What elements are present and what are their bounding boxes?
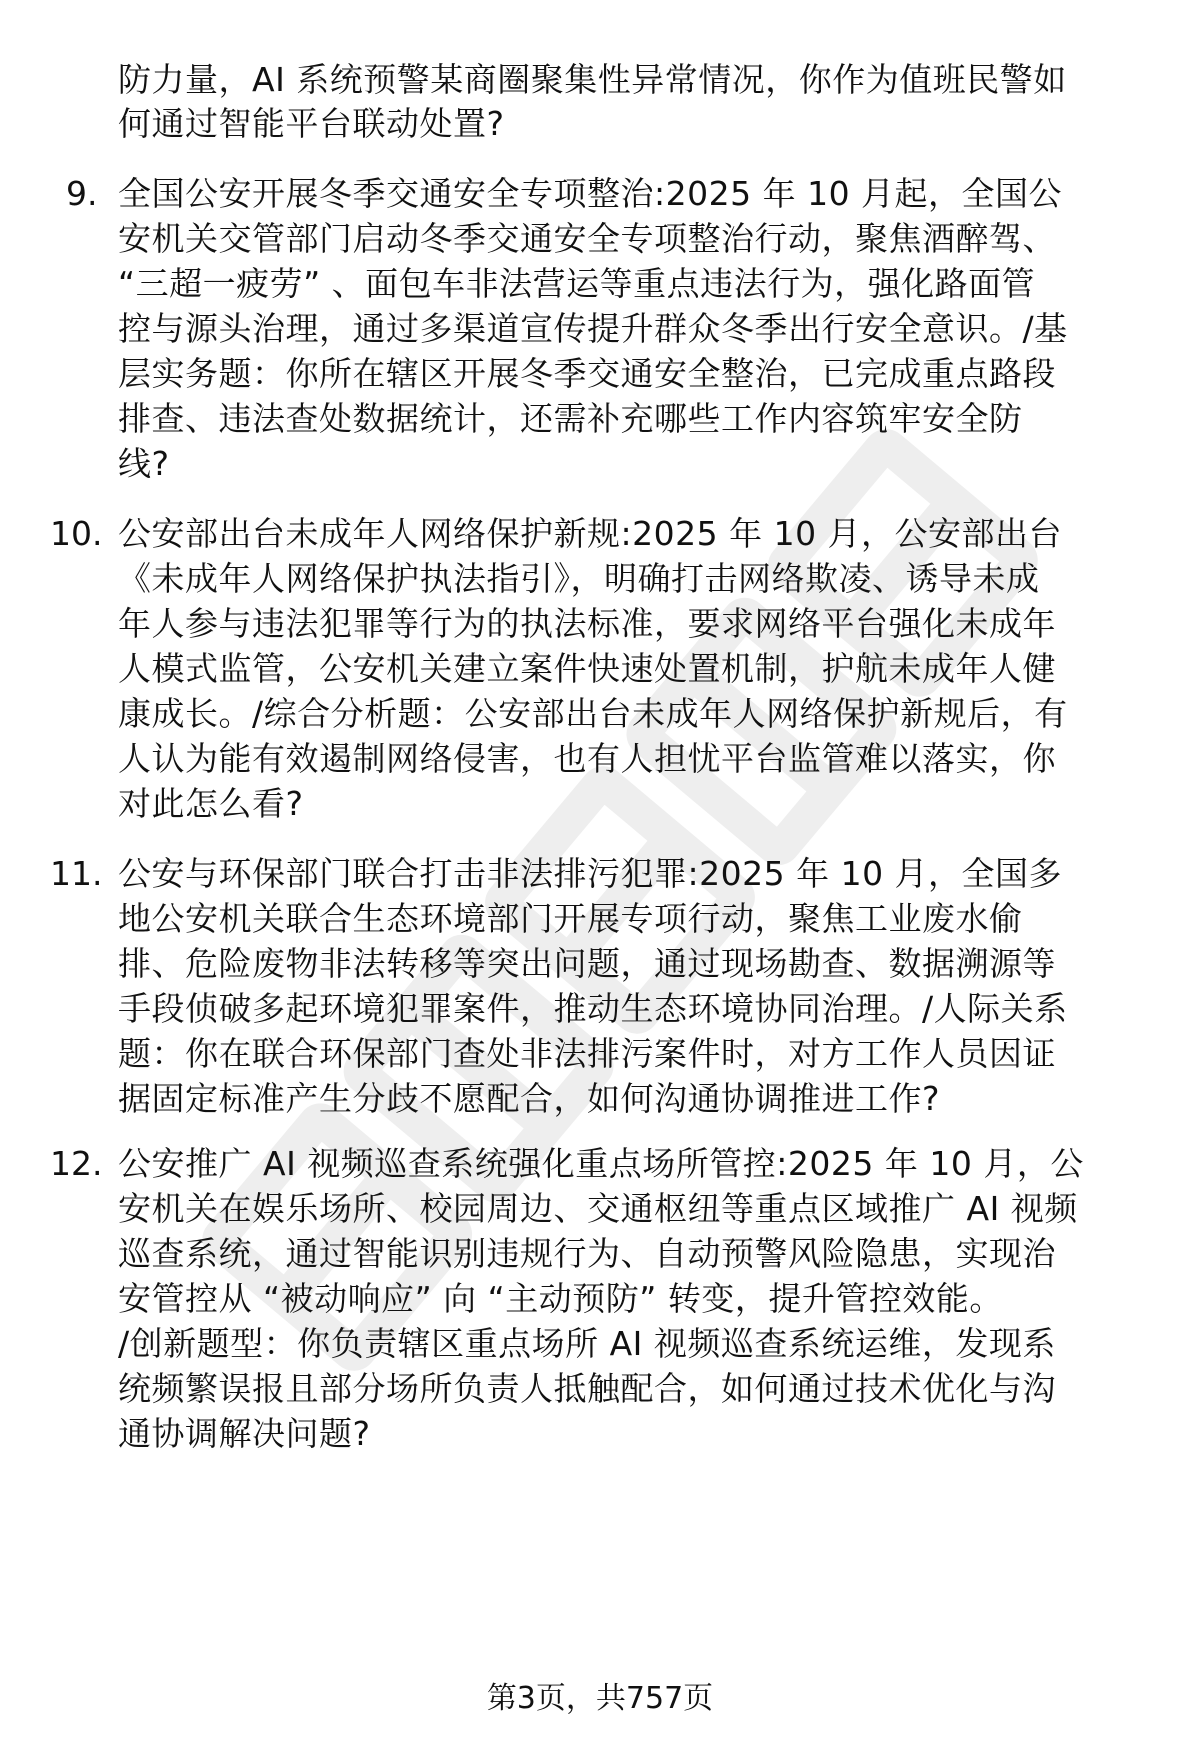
item-line: 地公安机关联合生态环境部门开展专项行动，聚焦工业废水偷 (118, 899, 1023, 938)
item-line: 《未成年人网络保护执法指引》，明确打击网络欺凌、诱导未成 (118, 559, 1040, 598)
item-line: 人模式监管，公安机关建立案件快速处置机制，护航未成年人健 (118, 649, 1056, 688)
item-number: 10. (50, 514, 103, 553)
intro-line: 防力量，AI 系统预警某商圈聚集性异常情况，你作为值班民警如 (118, 60, 1067, 99)
item-line: 对此怎么看? (118, 784, 304, 823)
item-number: 11. (50, 854, 103, 893)
item-number: 9. (66, 174, 98, 213)
item-line: 全国公安开展冬季交通安全专项整治:2025 年 10 月起，全国公 (118, 174, 1063, 213)
item-line: 安管控从 “被动响应” 向 “主动预防” 转变，提升管控效能。 (118, 1279, 1003, 1318)
item-line: 康成长。/综合分析题：公安部出台未成年人网络保护新规后，有 (118, 694, 1068, 733)
item-line: 安机关在娱乐场所、校园周边、交通枢纽等重点区域推广 AI 视频 (118, 1189, 1078, 1228)
item-number: 12. (50, 1144, 103, 1183)
item-line: 线? (118, 444, 170, 483)
item-line: 公安部出台未成年人网络保护新规:2025 年 10 月，公安部出台 (118, 514, 1063, 553)
item-line: 公安与环保部门联合打击非法排污犯罪:2025 年 10 月，全国多 (118, 854, 1063, 893)
item-line: 年人参与违法犯罪等行为的执法标准，要求网络平台强化未成年 (118, 604, 1056, 643)
item-line: 题：你在联合环保部门查处非法排污案件时，对方工作人员因证 (118, 1034, 1056, 1073)
page-number: 第3页，共757页 (486, 1681, 714, 1716)
item-line: “三超一疲劳” 、面包车非法营运等重点违法行为，强化路面管 (118, 264, 1036, 303)
item-line: 手段侦破多起环境犯罪案件，推动生态环境协同治理。/人际关系 (118, 989, 1068, 1028)
intro-line: 何通过智能平台联动处置? (118, 104, 505, 143)
item-line: 巡查系统，通过智能识别违规行为、自动预警风险隐患，实现治 (118, 1234, 1056, 1273)
item-line: 层实务题：你所在辖区开展冬季交通安全整治，已完成重点路段 (118, 354, 1056, 393)
item-line: 据固定标准产生分歧不愿配合，如何沟通协调推进工作? (118, 1079, 941, 1118)
item-line: 安机关交管部门启动冬季交通安全专项整治行动，聚焦酒醉驾、 (118, 219, 1056, 258)
item-line: 控与源头治理，通过多渠道宣传提升群众冬季出行安全意识。/基 (118, 309, 1068, 348)
item-line: 公安推广 AI 视频巡查系统强化重点场所管控:2025 年 10 月，公 (118, 1144, 1084, 1183)
item-line: /创新题型：你负责辖区重点场所 AI 视频巡查系统运维，发现系 (118, 1324, 1056, 1363)
item-line: 统频繁误报且部分场所负责人抵触配合，如何通过技术优化与沟 (118, 1369, 1056, 1408)
item-line: 通协调解决问题? (118, 1414, 371, 1453)
item-line: 排查、违法查处数据统计，还需补充哪些工作内容筑牢安全防 (118, 399, 1023, 438)
item-line: 人认为能有效遏制网络侵害，也有人担忧平台监管难以落实，你 (118, 739, 1056, 778)
item-line: 排、危险废物非法转移等突出问题，通过现场勘查、数据溯源等 (118, 944, 1056, 983)
